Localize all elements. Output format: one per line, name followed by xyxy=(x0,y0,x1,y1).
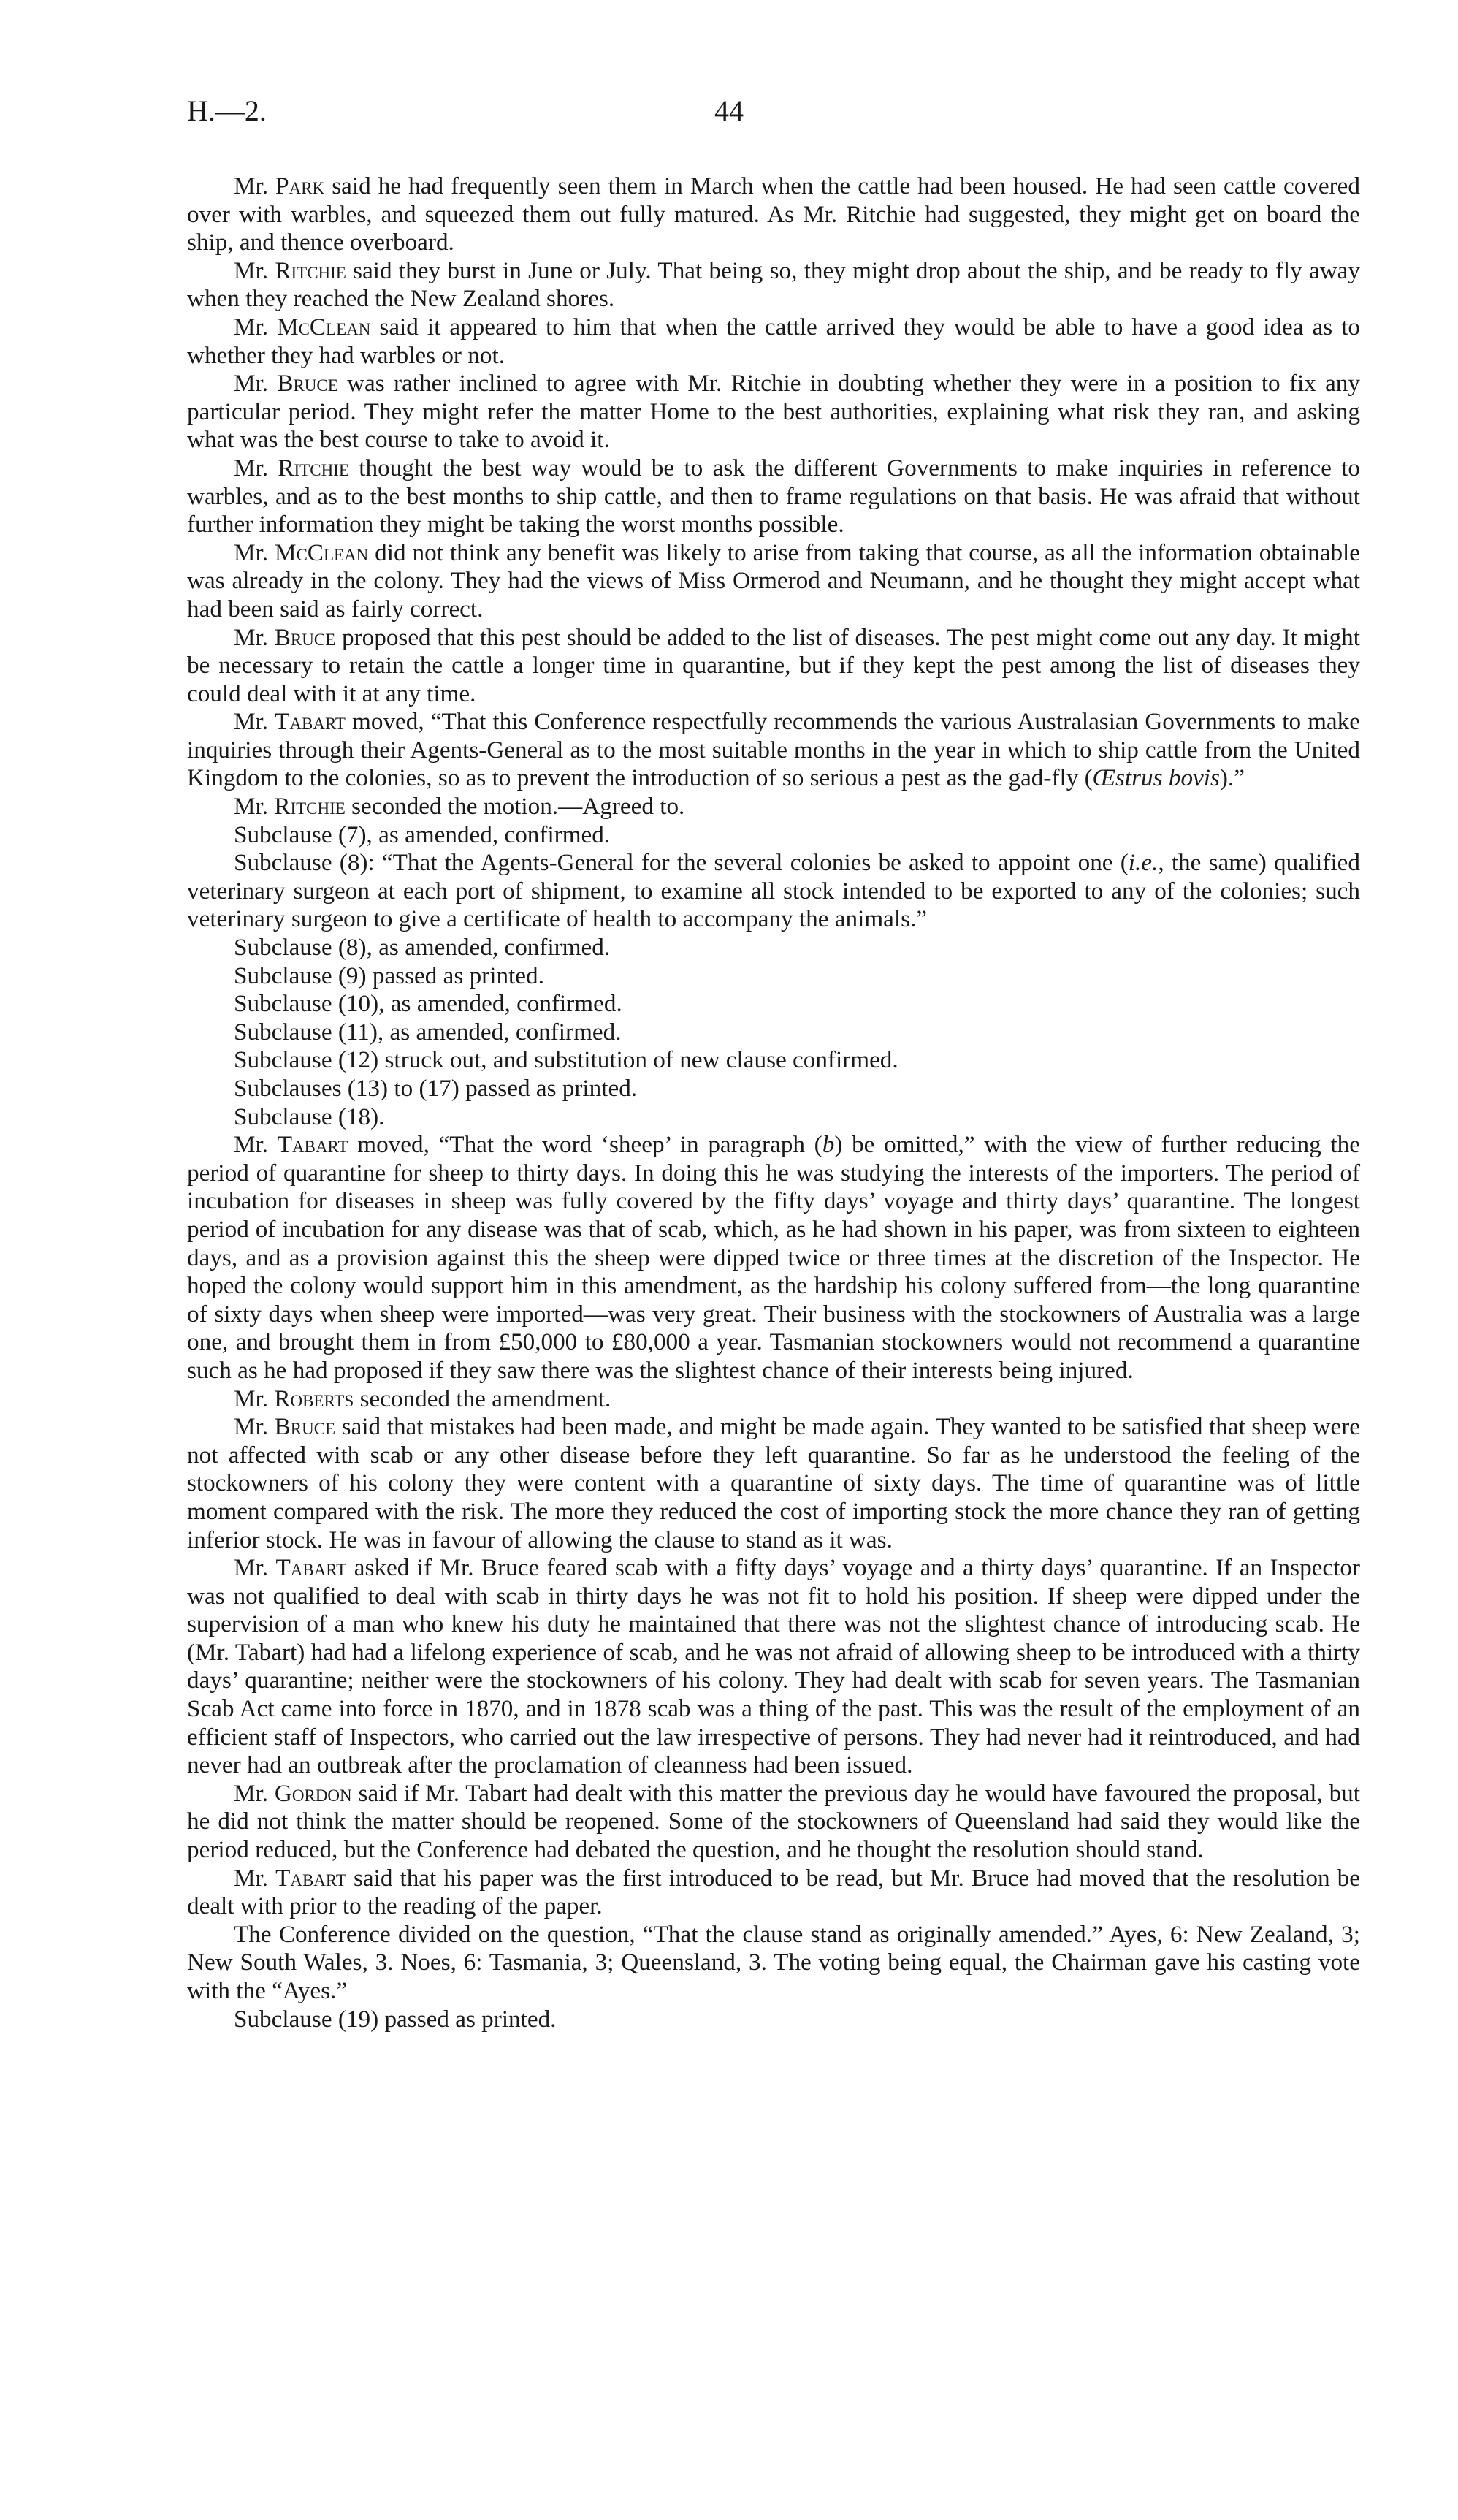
paragraph-text: said he had frequently seen them in March when the cattle had been housed. He had seen cattle covered over with warbles, and squeezed them out fully matured. As Mr. Ritchie had suggested, they might get on board the ship, and thence overboard. xyxy=(187,172,1360,256)
paragraph xyxy=(187,1780,1360,1865)
paragraph-text: Subclause (12) struck out, and substitution of new clause confirmed. xyxy=(234,1046,898,1074)
italic-term: b xyxy=(822,1131,835,1159)
speaker-name: Mr. Tabart xyxy=(234,1131,348,1159)
paragraph xyxy=(187,793,1360,821)
paragraph-text: Subclause (10), as amended, confirmed. xyxy=(234,990,622,1018)
paragraph xyxy=(187,1554,1360,1780)
paragraph xyxy=(187,1413,1360,1554)
paragraph-text: Subclause (7), as amended, confirmed. xyxy=(234,821,611,848)
paragraph-text: Subclause (8): “That the Agents-General for the several colonies be asked to appoint one ( xyxy=(234,849,1129,877)
paragraph-text: Subclause (18). xyxy=(234,1103,385,1130)
speaker-name: Mr. McClean xyxy=(234,313,371,340)
speaker-name: Mr. Bruce xyxy=(234,1413,336,1441)
paragraph-text: Subclauses (13) to (17) passed as printed. xyxy=(234,1075,638,1102)
paragraph-text-tail: ).” xyxy=(1219,764,1245,792)
page-number: 44 xyxy=(714,94,744,127)
speaker-name: Mr. Bruce xyxy=(234,623,336,651)
paragraph-text: Subclause (19) passed as printed. xyxy=(234,2005,557,2033)
paragraph-text: asked if Mr. Bruce feared scab with a fifty days’ voyage and a thirty days’ quarantine. If an Inspector was not qualified to deal with scab in thirty days he was not fit to hold his position. If sheep were dipped under the supervision of a man who knew his duty he maintained that there was not the slightest chance of introducing scab. He (Mr. Tabart) had had a lifelong experience of scab, and he was not afraid of allowing sheep to be introduced with a thirty days’ quarantine; neither were the stockowners of his colony. They had dealt with scab for seven years. The Tasmanian Scab Act came into force in 1870, and in 1878 scab was a thing of the past. This was the result of the employment of an efficient staff of Inspectors, who carried out the law irrespective of persons. They had never had it reintroduced, and had never had an outbreak after the proclamation of cleanness had been issued. xyxy=(187,1554,1360,1779)
italic-term: Œstrus bovis xyxy=(1092,764,1220,792)
paragraph xyxy=(187,172,1360,257)
paragraph xyxy=(187,1103,1360,1132)
paragraph xyxy=(187,1075,1360,1103)
paragraph xyxy=(187,990,1360,1019)
document-reference: H.—2. xyxy=(187,94,267,127)
paragraph-text: said if Mr. Tabart had dealt with this matter the previous day he would have favoured the proposal, but he did not think the matter should be reopened. Some of the stockowners of Queensland had said they would like the period reduced, but the Conference had debated the question, and he thought the resolution should stand. xyxy=(187,1779,1360,1864)
paragraph-text: moved, “That this Conference respectfully recommends the various Australasian Governments to make inquiries through their Agents-General as to the most suitable months in the year in which to ship cattle from the United Kingdom to the colonies, so as to prevent the introduction of so serious a pest as the gad-fly ( xyxy=(187,708,1360,792)
paragraph-text: seconded the amendment. xyxy=(354,1385,611,1412)
speaker-name: Mr. Gordon xyxy=(234,1779,352,1807)
page-header xyxy=(187,94,1271,137)
paragraph xyxy=(187,962,1360,991)
speaker-name: Mr. Tabart xyxy=(234,1554,347,1582)
paragraph-text: Subclause (11), as amended, confirmed. xyxy=(234,1018,622,1046)
paragraph xyxy=(187,1921,1360,2006)
speaker-name: Mr. Bruce xyxy=(234,370,338,397)
paragraph xyxy=(187,849,1360,934)
paragraph xyxy=(187,708,1360,793)
paragraph xyxy=(187,624,1360,709)
speaker-name: Mr. Tabart xyxy=(234,1864,346,1892)
paragraph xyxy=(187,370,1360,454)
paragraph xyxy=(187,821,1360,850)
paragraph-text: thought the best way would be to ask the different Governments to make inquiries in reference to warbles, and as to the best months to ship cattle, and then to frame regulations on that basis. He was afraid that without further information they might be taking the worst months possible. xyxy=(187,454,1360,538)
paragraph-text-tail: , the same) qualified veterinary surgeon at each port of shipment, to examine all stock intended to be exported to any of the colonies; such veterinary surgeon to give a certificate of health to accompany the animals.” xyxy=(187,849,1360,933)
paragraph-text: Subclause (8), as amended, confirmed. xyxy=(234,934,611,962)
speaker-name: Mr. Ritchie xyxy=(234,793,346,821)
paragraph-text: said that his paper was the first introduced to be read, but Mr. Bruce had moved that the resolution be dealt with prior to the reading of the paper. xyxy=(187,1864,1360,1920)
paragraph-text: proposed that this pest should be added to the list of diseases. The pest might come out any day. It might be necessary to retain the cattle a longer time in quarantine, but if they kept the pest among the list of diseases they could deal with it at any time. xyxy=(187,623,1360,707)
speaker-name: Mr. Ritchie xyxy=(234,454,349,481)
paragraph-text-tail: ) be omitted,” with the view of further reducing the period of quarantine for sheep to thirty days. In doing this he was studying the interests of the importers. The period of incubation for diseases in sheep was fully covered by the fifty days’ voyage and thirty days’ quarantine. The longest period of incubation for any disease was that of scab, which, as he had shown in his paper, was from sixteen to eighteen days, and as a provision against this the sheep were dipped twice or three times at the discretion of the Inspector. He hoped the colony would support him in this amendment, as the hardship his colony suffered from—the long quarantine of sixty days when sheep were imported—was very great. Their business with the stockowners of Australia was a large one, and brought them in from £50,000 to £80,000 a year. Tasmanian stockowners would not recommend a quarantine such as he had proposed if they saw there was the slightest chance of their interests being injured. xyxy=(187,1131,1360,1384)
paragraph-text: said that mistakes had been made, and might be made again. They wanted to be satisfied that sheep were not affected with scab or any other disease before they left quarantine. So far as he understood the feeling of the stockowners of his colony they were content with a quarantine of sixty days. The time of quarantine was of little moment compared with the risk. The more they reduced the cost of importing stock the more chance they ran of getting inferior stock. He was in favour of allowing the clause to stand as it was. xyxy=(187,1413,1360,1553)
paragraph xyxy=(187,1019,1360,1047)
paragraph xyxy=(187,1131,1360,1385)
document-body xyxy=(187,172,1360,2033)
paragraph xyxy=(187,257,1360,313)
paragraph-text: did not think any benefit was likely to arise from taking that course, as all the information obtainable was already in the colony. They had the views of Miss Ormerod and Neumann, and he thought they might accept what had been said as fairly correct. xyxy=(187,538,1360,623)
paragraph xyxy=(187,454,1360,539)
paragraph xyxy=(187,1865,1360,1921)
paragraph xyxy=(187,934,1360,962)
paragraph xyxy=(187,313,1360,370)
paragraph xyxy=(187,1385,1360,1414)
speaker-name: Mr. Roberts xyxy=(234,1385,354,1412)
paragraph-text: The Conference divided on the question, “That the clause stand as originally amended.” Ayes, 6: New Zealand, 3; New South Wales, 3. Noes, 6: Tasmania, 3; Queensland, 3. The voting being equal, the Chairman gave his casting vote with the “Ayes.” xyxy=(187,1920,1360,2004)
paragraph-text: said it appeared to him that when the cattle arrived they would be able to have a good idea as to whether they had warbles or not. xyxy=(187,313,1361,369)
paragraph xyxy=(187,1046,1360,1075)
speaker-name: Mr. Tabart xyxy=(234,708,346,736)
paragraph-text: moved, “That the word ‘sheep’ in paragraph ( xyxy=(348,1131,822,1159)
paragraph-text: said they burst in June or July. That being so, they might drop about the ship, and be ready to fly away when they reached the New Zealand shores. xyxy=(187,256,1360,313)
paragraph xyxy=(187,2006,1360,2034)
italic-term: i.e. xyxy=(1128,849,1159,877)
speaker-name: Mr. Park xyxy=(234,172,325,199)
paragraph xyxy=(187,539,1360,624)
paragraph-text: Subclause (9) passed as printed. xyxy=(234,962,544,989)
paragraph-text: was rather inclined to agree with Mr. Ritchie in doubting whether they were in a position to fix any particular period. They might refer the matter Home to the best authorities, explaining what risk they ran, and asking what was the best course to take to avoid it. xyxy=(187,370,1360,454)
paragraph-text: seconded the motion.—Agreed to. xyxy=(345,793,685,821)
speaker-name: Mr. Ritchie xyxy=(234,256,346,284)
speaker-name: Mr. McClean xyxy=(234,538,369,566)
